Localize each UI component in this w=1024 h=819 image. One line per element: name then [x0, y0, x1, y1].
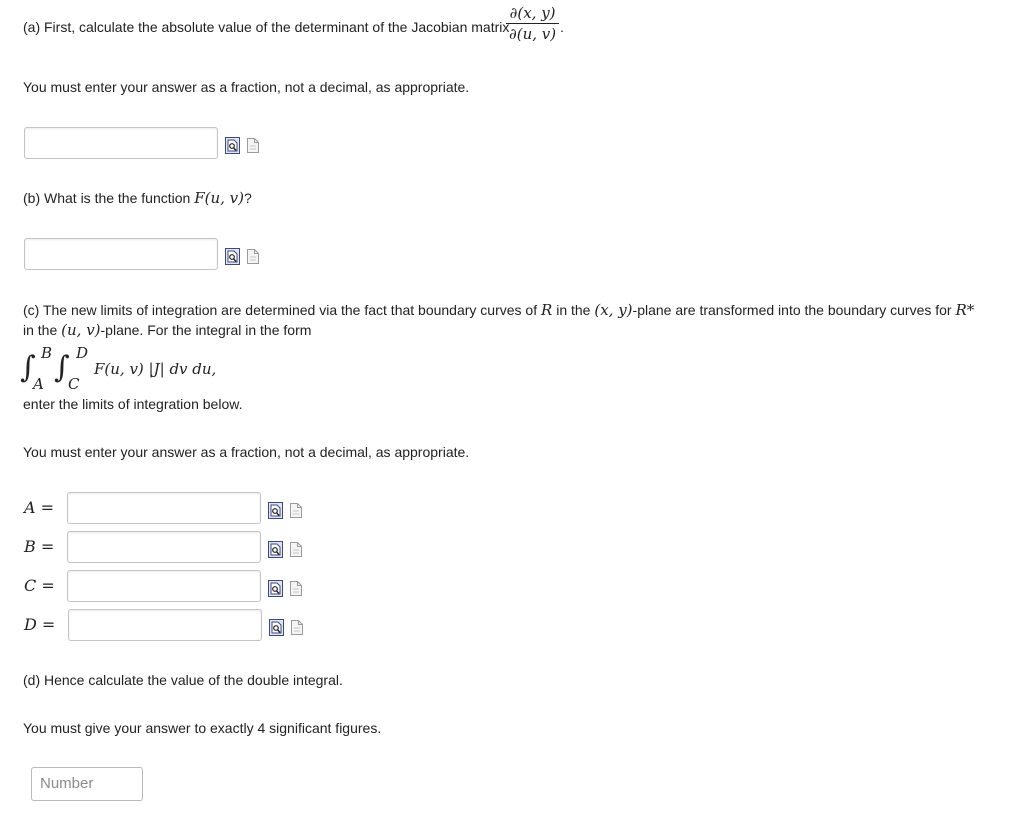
integrand: F(u, v) |J| dv du, — [94, 360, 217, 378]
inner-lower-limit: C — [68, 375, 80, 393]
preview-icon[interactable] — [225, 248, 240, 265]
outer-integral-sign: ∫ — [20, 350, 36, 385]
answer-b-input[interactable] — [24, 238, 218, 270]
part-a-prompt: (a) First, calculate the absolute value of the determinant of the Jacobian matrix — [23, 19, 510, 35]
preview-icon[interactable] — [268, 580, 283, 597]
help-icon[interactable] — [289, 502, 303, 519]
part-c-instruction: You must enter your answer as a fraction, not a decimal, as appropriate. — [23, 444, 470, 460]
limit-a-input[interactable] — [67, 492, 261, 524]
limit-c-label: C = — [24, 576, 55, 595]
limit-d-label: D = — [24, 615, 56, 634]
limit-b-input[interactable] — [67, 531, 261, 563]
jacobian-denominator: ∂(u, v) — [509, 25, 557, 43]
jacobian-numerator: ∂(x, y) — [506, 4, 559, 24]
help-icon[interactable] — [289, 580, 303, 597]
help-icon[interactable] — [246, 248, 260, 265]
number-input[interactable] — [31, 767, 143, 801]
help-icon[interactable] — [246, 137, 260, 154]
outer-lower-limit: A — [33, 375, 44, 393]
answer-a-input[interactable] — [24, 127, 218, 159]
inner-upper-limit: D — [76, 344, 89, 362]
help-icon[interactable] — [290, 619, 304, 636]
part-c-line1: (c) The new limits of integration are determined via the fact that boundary curves of R in the (x, y)-plane are transformed into the boundary curves for R* — [23, 301, 975, 319]
inner-integral-sign: ∫ — [54, 350, 70, 385]
limit-d-input[interactable] — [68, 609, 262, 641]
preview-icon[interactable] — [268, 502, 283, 519]
part-d-instruction: You must give your answer to exactly 4 significant figures. — [23, 720, 382, 736]
jacobian-period: . — [560, 19, 564, 35]
limit-b-label: B = — [24, 537, 55, 556]
part-b-prompt: (b) What is the the function F(u, v)? — [23, 189, 252, 207]
preview-icon[interactable] — [225, 137, 240, 154]
part-a-instruction: You must enter your answer as a fraction, not a decimal, as appropriate. — [23, 79, 470, 95]
number-placeholder: Number — [40, 775, 94, 792]
preview-icon[interactable] — [268, 541, 283, 558]
part-d-prompt: (d) Hence calculate the value of the double integral. — [23, 672, 343, 688]
part-c-line2: in the (u, v)-plane. For the integral in the form — [23, 321, 312, 339]
outer-upper-limit: B — [41, 344, 53, 362]
limit-c-input[interactable] — [67, 570, 261, 602]
part-c-after: enter the limits of integration below. — [23, 396, 243, 412]
preview-icon[interactable] — [269, 619, 284, 636]
jacobian-fraction — [506, 4, 559, 43]
limit-a-label: A = — [24, 498, 55, 517]
help-icon[interactable] — [289, 541, 303, 558]
